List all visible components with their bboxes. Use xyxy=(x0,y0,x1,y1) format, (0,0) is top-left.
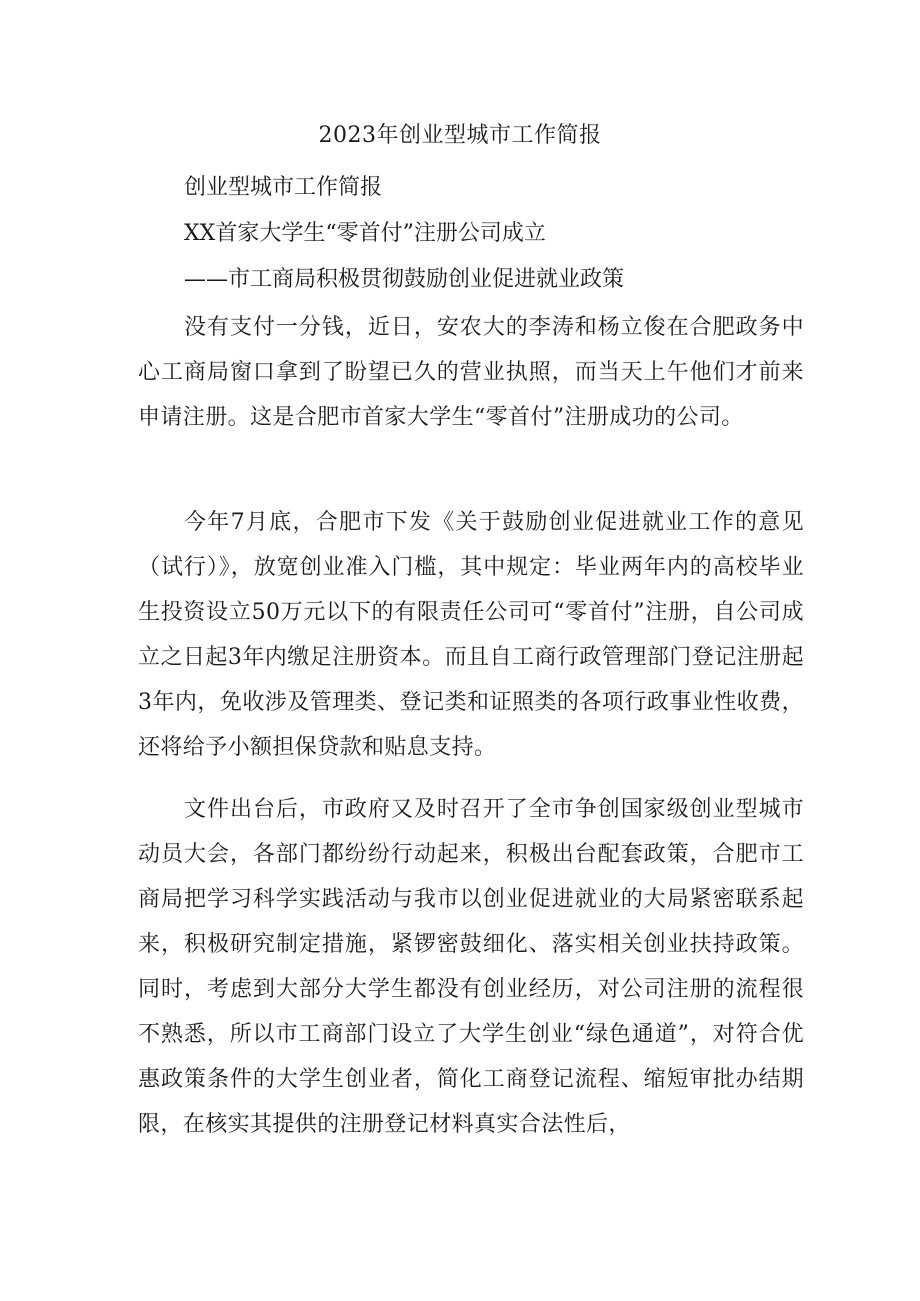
paragraph-1: 没有支付一分钱，近日，安农大的李涛和杨立俊在合肥政务中心工商局窗口拿到了盼望已久的营业执照，而当天上午他们才前来申请注册。这是合肥市首家大学生“零首付”注册成功的公司。 xyxy=(138,315,804,430)
paragraph-2: 今年7月底，合肥市下发《关于鼓励创业促进就业工作的意见（试行）》，放宽创业准入门槛，其中规定：毕业两年内的高校毕业生投资设立50万元以下的有限责任公司可“零首付”注册，自公司成立之日起3年内缴足注册资本。而且自工商行政管理部门登记注册起3年内，免收涉及管理类、登记类和证照类的各项行政事业性收费，还将给予小额担保贷款和贴息支持。 xyxy=(138,510,804,760)
document-title: 2023年创业型城市工作简报 xyxy=(318,123,602,148)
subtitle: 创业型城市工作简报 xyxy=(184,175,383,200)
subheadline: ——市工商局积极贯彻鼓励创业促进就业政策 xyxy=(184,267,625,292)
paragraph-3: 文件出台后，市政府又及时召开了全市争创国家级创业型城市动员大会，各部门都纷纷行动起来，积极出台配套政策，合肥市工商局把学习科学实践活动与我市以创业促进就业的大局紧密联系起来，积极研究制定措施，紧锣密鼓细化、落实相关创业扶持政策。同时，考虑到大部分大学生都没有创业经历，对公司注册的流程很不熟悉，所以市工商部门设立了大学生创业“绿色通道”，对符合优惠政策条件的大学生创业者，简化工商登记流程、缩短审批办结期限，在核实其提供的注册登记材料真实合法性后， xyxy=(138,797,804,1137)
headline: XX首家大学生“零首付”注册公司成立 xyxy=(184,221,546,246)
